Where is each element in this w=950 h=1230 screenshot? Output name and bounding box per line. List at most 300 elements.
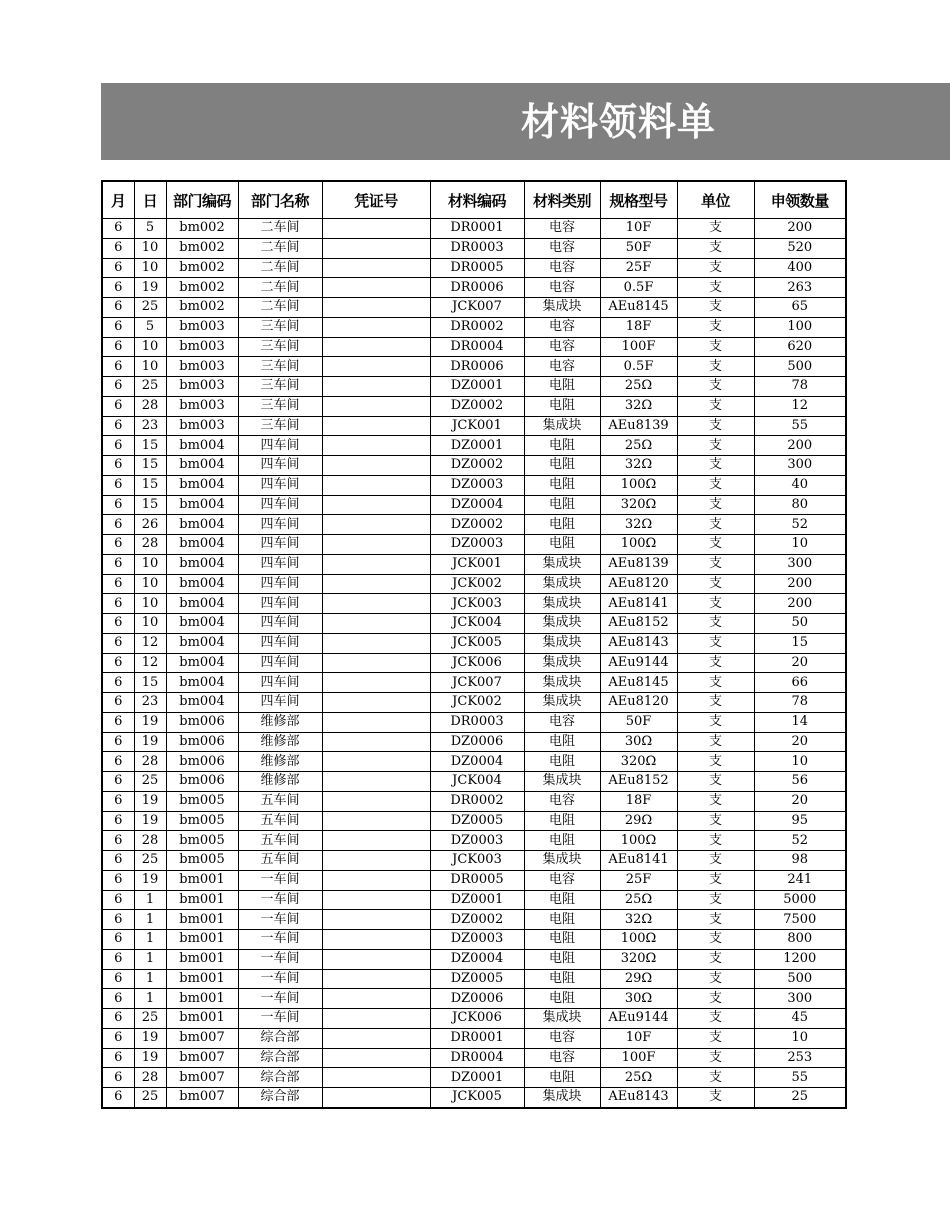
month-cell[interactable]: 6: [102, 614, 134, 634]
unit-cell[interactable]: 支: [677, 831, 754, 851]
dept-name-cell[interactable]: 四车间: [238, 574, 322, 594]
dept-name-cell[interactable]: 二车间: [238, 278, 322, 298]
material-type-cell[interactable]: 集成块: [524, 693, 600, 713]
voucher-no-cell[interactable]: [322, 969, 430, 989]
spec-model-cell[interactable]: 0.5F: [600, 278, 677, 298]
unit-cell[interactable]: 支: [677, 851, 754, 871]
material-code-cell[interactable]: DZ0005: [430, 969, 524, 989]
quantity-cell[interactable]: 52: [754, 831, 846, 851]
day-cell[interactable]: 1: [134, 930, 166, 950]
spec-model-cell[interactable]: 18F: [600, 317, 677, 337]
material-code-cell[interactable]: DZ0003: [430, 930, 524, 950]
month-cell[interactable]: 6: [102, 969, 134, 989]
month-cell[interactable]: 6: [102, 298, 134, 318]
dept-code-cell[interactable]: bm006: [166, 752, 238, 772]
dept-name-cell[interactable]: 四车间: [238, 653, 322, 673]
dept-code-cell[interactable]: bm001: [166, 910, 238, 930]
quantity-cell[interactable]: 45: [754, 1009, 846, 1029]
quantity-cell[interactable]: 20: [754, 653, 846, 673]
day-cell[interactable]: 15: [134, 673, 166, 693]
unit-cell[interactable]: 支: [677, 791, 754, 811]
quantity-cell[interactable]: 10: [754, 752, 846, 772]
month-cell[interactable]: 6: [102, 337, 134, 357]
spec-model-cell[interactable]: 32Ω: [600, 456, 677, 476]
spec-model-cell[interactable]: AEu8143: [600, 1088, 677, 1108]
dept-code-cell[interactable]: bm004: [166, 475, 238, 495]
quantity-cell[interactable]: 10: [754, 1028, 846, 1048]
dept-name-cell[interactable]: 维修部: [238, 772, 322, 792]
unit-cell[interactable]: 支: [677, 238, 754, 258]
voucher-no-cell[interactable]: [322, 535, 430, 555]
day-cell[interactable]: 25: [134, 1009, 166, 1029]
material-code-cell[interactable]: JCK007: [430, 298, 524, 318]
material-type-cell[interactable]: 电容: [524, 1048, 600, 1068]
col-header-day[interactable]: 日: [134, 181, 166, 219]
month-cell[interactable]: 6: [102, 949, 134, 969]
material-type-cell[interactable]: 电阻: [524, 535, 600, 555]
day-cell[interactable]: 25: [134, 298, 166, 318]
unit-cell[interactable]: 支: [677, 633, 754, 653]
voucher-no-cell[interactable]: [322, 791, 430, 811]
material-code-cell[interactable]: DR0003: [430, 238, 524, 258]
material-type-cell[interactable]: 电容: [524, 712, 600, 732]
voucher-no-cell[interactable]: [322, 377, 430, 397]
voucher-no-cell[interactable]: [322, 1009, 430, 1029]
quantity-cell[interactable]: 80: [754, 495, 846, 515]
voucher-no-cell[interactable]: [322, 1068, 430, 1088]
unit-cell[interactable]: 支: [677, 930, 754, 950]
material-type-cell[interactable]: 电容: [524, 219, 600, 239]
day-cell[interactable]: 10: [134, 574, 166, 594]
spec-model-cell[interactable]: 100Ω: [600, 831, 677, 851]
material-code-cell[interactable]: DR0001: [430, 219, 524, 239]
voucher-no-cell[interactable]: [322, 831, 430, 851]
spec-model-cell[interactable]: 100F: [600, 337, 677, 357]
voucher-no-cell[interactable]: [322, 238, 430, 258]
unit-cell[interactable]: 支: [677, 969, 754, 989]
quantity-cell[interactable]: 200: [754, 219, 846, 239]
voucher-no-cell[interactable]: [322, 515, 430, 535]
day-cell[interactable]: 10: [134, 614, 166, 634]
quantity-cell[interactable]: 620: [754, 337, 846, 357]
material-type-cell[interactable]: 电阻: [524, 377, 600, 397]
unit-cell[interactable]: 支: [677, 811, 754, 831]
day-cell[interactable]: 28: [134, 831, 166, 851]
material-type-cell[interactable]: 电阻: [524, 752, 600, 772]
material-code-cell[interactable]: DR0003: [430, 712, 524, 732]
dept-name-cell[interactable]: 四车间: [238, 614, 322, 634]
material-code-cell[interactable]: DR0005: [430, 258, 524, 278]
dept-name-cell[interactable]: 二车间: [238, 238, 322, 258]
quantity-cell[interactable]: 500: [754, 357, 846, 377]
spec-model-cell[interactable]: AEu9144: [600, 653, 677, 673]
spec-model-cell[interactable]: 32Ω: [600, 910, 677, 930]
quantity-cell[interactable]: 263: [754, 278, 846, 298]
col-header-dept-name[interactable]: 部门名称: [238, 181, 322, 219]
material-code-cell[interactable]: DZ0002: [430, 456, 524, 476]
material-type-cell[interactable]: 集成块: [524, 594, 600, 614]
spec-model-cell[interactable]: AEu9144: [600, 1009, 677, 1029]
material-type-cell[interactable]: 电阻: [524, 396, 600, 416]
material-type-cell[interactable]: 集成块: [524, 614, 600, 634]
dept-code-cell[interactable]: bm004: [166, 614, 238, 634]
material-code-cell[interactable]: DR0006: [430, 357, 524, 377]
month-cell[interactable]: 6: [102, 989, 134, 1009]
spec-model-cell[interactable]: AEu8120: [600, 574, 677, 594]
dept-code-cell[interactable]: bm002: [166, 219, 238, 239]
dept-code-cell[interactable]: bm007: [166, 1088, 238, 1108]
month-cell[interactable]: 6: [102, 752, 134, 772]
month-cell[interactable]: 6: [102, 535, 134, 555]
quantity-cell[interactable]: 12: [754, 396, 846, 416]
dept-name-cell[interactable]: 四车间: [238, 515, 322, 535]
spec-model-cell[interactable]: AEu8141: [600, 851, 677, 871]
quantity-cell[interactable]: 1200: [754, 949, 846, 969]
spec-model-cell[interactable]: 29Ω: [600, 969, 677, 989]
material-type-cell[interactable]: 电容: [524, 337, 600, 357]
spec-model-cell[interactable]: 100Ω: [600, 535, 677, 555]
day-cell[interactable]: 15: [134, 475, 166, 495]
unit-cell[interactable]: 支: [677, 732, 754, 752]
voucher-no-cell[interactable]: [322, 712, 430, 732]
material-code-cell[interactable]: DR0004: [430, 337, 524, 357]
material-code-cell[interactable]: DR0006: [430, 278, 524, 298]
day-cell[interactable]: 23: [134, 416, 166, 436]
material-type-cell[interactable]: 电阻: [524, 930, 600, 950]
day-cell[interactable]: 19: [134, 712, 166, 732]
dept-name-cell[interactable]: 三车间: [238, 357, 322, 377]
dept-code-cell[interactable]: bm001: [166, 870, 238, 890]
material-code-cell[interactable]: DZ0003: [430, 535, 524, 555]
spec-model-cell[interactable]: 25F: [600, 870, 677, 890]
quantity-cell[interactable]: 55: [754, 1068, 846, 1088]
month-cell[interactable]: 6: [102, 732, 134, 752]
dept-code-cell[interactable]: bm002: [166, 278, 238, 298]
col-header-month[interactable]: 月: [102, 181, 134, 219]
month-cell[interactable]: 6: [102, 831, 134, 851]
voucher-no-cell[interactable]: [322, 495, 430, 515]
quantity-cell[interactable]: 10: [754, 535, 846, 555]
spec-model-cell[interactable]: AEu8145: [600, 298, 677, 318]
col-header-quantity[interactable]: 申领数量: [754, 181, 846, 219]
voucher-no-cell[interactable]: [322, 298, 430, 318]
voucher-no-cell[interactable]: [322, 258, 430, 278]
dept-code-cell[interactable]: bm005: [166, 811, 238, 831]
month-cell[interactable]: 6: [102, 554, 134, 574]
spec-model-cell[interactable]: 25Ω: [600, 436, 677, 456]
spec-model-cell[interactable]: 10F: [600, 1028, 677, 1048]
unit-cell[interactable]: 支: [677, 653, 754, 673]
dept-code-cell[interactable]: bm007: [166, 1068, 238, 1088]
dept-name-cell[interactable]: 三车间: [238, 337, 322, 357]
dept-code-cell[interactable]: bm007: [166, 1028, 238, 1048]
voucher-no-cell[interactable]: [322, 811, 430, 831]
quantity-cell[interactable]: 5000: [754, 890, 846, 910]
day-cell[interactable]: 25: [134, 377, 166, 397]
material-code-cell[interactable]: JCK001: [430, 416, 524, 436]
month-cell[interactable]: 6: [102, 910, 134, 930]
material-code-cell[interactable]: DZ0004: [430, 949, 524, 969]
material-type-cell[interactable]: 电阻: [524, 495, 600, 515]
material-type-cell[interactable]: 电容: [524, 357, 600, 377]
quantity-cell[interactable]: 300: [754, 554, 846, 574]
dept-code-cell[interactable]: bm003: [166, 416, 238, 436]
material-type-cell[interactable]: 电容: [524, 1028, 600, 1048]
dept-code-cell[interactable]: bm003: [166, 357, 238, 377]
unit-cell[interactable]: 支: [677, 693, 754, 713]
unit-cell[interactable]: 支: [677, 535, 754, 555]
day-cell[interactable]: 25: [134, 772, 166, 792]
dept-name-cell[interactable]: 三车间: [238, 396, 322, 416]
material-code-cell[interactable]: DZ0002: [430, 910, 524, 930]
day-cell[interactable]: 1: [134, 989, 166, 1009]
voucher-no-cell[interactable]: [322, 317, 430, 337]
dept-code-cell[interactable]: bm006: [166, 732, 238, 752]
material-type-cell[interactable]: 电容: [524, 317, 600, 337]
month-cell[interactable]: 6: [102, 278, 134, 298]
voucher-no-cell[interactable]: [322, 278, 430, 298]
material-code-cell[interactable]: DZ0001: [430, 436, 524, 456]
dept-code-cell[interactable]: bm005: [166, 851, 238, 871]
material-code-cell[interactable]: JCK004: [430, 772, 524, 792]
month-cell[interactable]: 6: [102, 317, 134, 337]
spec-model-cell[interactable]: 0.5F: [600, 357, 677, 377]
material-type-cell[interactable]: 电阻: [524, 475, 600, 495]
material-type-cell[interactable]: 电阻: [524, 969, 600, 989]
day-cell[interactable]: 19: [134, 870, 166, 890]
material-code-cell[interactable]: JCK005: [430, 633, 524, 653]
quantity-cell[interactable]: 14: [754, 712, 846, 732]
voucher-no-cell[interactable]: [322, 851, 430, 871]
day-cell[interactable]: 15: [134, 495, 166, 515]
month-cell[interactable]: 6: [102, 456, 134, 476]
material-type-cell[interactable]: 集成块: [524, 574, 600, 594]
dept-code-cell[interactable]: bm002: [166, 298, 238, 318]
material-type-cell[interactable]: 电阻: [524, 456, 600, 476]
voucher-no-cell[interactable]: [322, 1028, 430, 1048]
unit-cell[interactable]: 支: [677, 456, 754, 476]
voucher-no-cell[interactable]: [322, 870, 430, 890]
dept-code-cell[interactable]: bm001: [166, 1009, 238, 1029]
dept-code-cell[interactable]: bm004: [166, 693, 238, 713]
dept-name-cell[interactable]: 二车间: [238, 298, 322, 318]
spec-model-cell[interactable]: 320Ω: [600, 949, 677, 969]
col-header-dept-code[interactable]: 部门编码: [166, 181, 238, 219]
spec-model-cell[interactable]: 30Ω: [600, 732, 677, 752]
unit-cell[interactable]: 支: [677, 515, 754, 535]
dept-code-cell[interactable]: bm006: [166, 772, 238, 792]
dept-code-cell[interactable]: bm007: [166, 1048, 238, 1068]
quantity-cell[interactable]: 200: [754, 436, 846, 456]
unit-cell[interactable]: 支: [677, 1048, 754, 1068]
dept-code-cell[interactable]: bm003: [166, 377, 238, 397]
spec-model-cell[interactable]: 25Ω: [600, 1068, 677, 1088]
dept-code-cell[interactable]: bm004: [166, 574, 238, 594]
voucher-no-cell[interactable]: [322, 416, 430, 436]
quantity-cell[interactable]: 7500: [754, 910, 846, 930]
material-type-cell[interactable]: 集成块: [524, 298, 600, 318]
spec-model-cell[interactable]: AEu8152: [600, 772, 677, 792]
material-code-cell[interactable]: DR0002: [430, 791, 524, 811]
day-cell[interactable]: 23: [134, 693, 166, 713]
spec-model-cell[interactable]: AEu8120: [600, 693, 677, 713]
day-cell[interactable]: 28: [134, 396, 166, 416]
month-cell[interactable]: 6: [102, 475, 134, 495]
dept-code-cell[interactable]: bm002: [166, 258, 238, 278]
dept-name-cell[interactable]: 一车间: [238, 910, 322, 930]
dept-code-cell[interactable]: bm004: [166, 495, 238, 515]
month-cell[interactable]: 6: [102, 890, 134, 910]
unit-cell[interactable]: 支: [677, 890, 754, 910]
voucher-no-cell[interactable]: [322, 752, 430, 772]
dept-name-cell[interactable]: 四车间: [238, 495, 322, 515]
month-cell[interactable]: 6: [102, 238, 134, 258]
day-cell[interactable]: 25: [134, 851, 166, 871]
unit-cell[interactable]: 支: [677, 258, 754, 278]
unit-cell[interactable]: 支: [677, 377, 754, 397]
dept-name-cell[interactable]: 四车间: [238, 693, 322, 713]
voucher-no-cell[interactable]: [322, 574, 430, 594]
unit-cell[interactable]: 支: [677, 357, 754, 377]
material-type-cell[interactable]: 集成块: [524, 1088, 600, 1108]
dept-code-cell[interactable]: bm005: [166, 831, 238, 851]
quantity-cell[interactable]: 78: [754, 377, 846, 397]
quantity-cell[interactable]: 20: [754, 732, 846, 752]
dept-code-cell[interactable]: bm004: [166, 594, 238, 614]
col-header-spec-model[interactable]: 规格型号: [600, 181, 677, 219]
quantity-cell[interactable]: 15: [754, 633, 846, 653]
dept-code-cell[interactable]: bm001: [166, 969, 238, 989]
dept-name-cell[interactable]: 综合部: [238, 1068, 322, 1088]
unit-cell[interactable]: 支: [677, 910, 754, 930]
day-cell[interactable]: 1: [134, 969, 166, 989]
quantity-cell[interactable]: 65: [754, 298, 846, 318]
unit-cell[interactable]: 支: [677, 870, 754, 890]
quantity-cell[interactable]: 50: [754, 614, 846, 634]
month-cell[interactable]: 6: [102, 515, 134, 535]
dept-name-cell[interactable]: 一车间: [238, 890, 322, 910]
voucher-no-cell[interactable]: [322, 594, 430, 614]
quantity-cell[interactable]: 55: [754, 416, 846, 436]
dept-code-cell[interactable]: bm004: [166, 456, 238, 476]
material-type-cell[interactable]: 集成块: [524, 554, 600, 574]
unit-cell[interactable]: 支: [677, 1009, 754, 1029]
quantity-cell[interactable]: 66: [754, 673, 846, 693]
quantity-cell[interactable]: 400: [754, 258, 846, 278]
dept-code-cell[interactable]: bm004: [166, 673, 238, 693]
material-type-cell[interactable]: 电阻: [524, 515, 600, 535]
unit-cell[interactable]: 支: [677, 495, 754, 515]
spec-model-cell[interactable]: 32Ω: [600, 515, 677, 535]
month-cell[interactable]: 6: [102, 811, 134, 831]
col-header-material-code[interactable]: 材料编码: [430, 181, 524, 219]
month-cell[interactable]: 6: [102, 495, 134, 515]
unit-cell[interactable]: 支: [677, 772, 754, 792]
material-code-cell[interactable]: JCK003: [430, 594, 524, 614]
dept-name-cell[interactable]: 二车间: [238, 258, 322, 278]
col-header-voucher-no[interactable]: 凭证号: [322, 181, 430, 219]
col-header-unit[interactable]: 单位: [677, 181, 754, 219]
dept-name-cell[interactable]: 一车间: [238, 949, 322, 969]
dept-code-cell[interactable]: bm003: [166, 317, 238, 337]
material-code-cell[interactable]: DZ0003: [430, 831, 524, 851]
voucher-no-cell[interactable]: [322, 949, 430, 969]
spec-model-cell[interactable]: AEu8152: [600, 614, 677, 634]
day-cell[interactable]: 26: [134, 515, 166, 535]
material-code-cell[interactable]: DR0005: [430, 870, 524, 890]
quantity-cell[interactable]: 52: [754, 515, 846, 535]
unit-cell[interactable]: 支: [677, 298, 754, 318]
day-cell[interactable]: 28: [134, 535, 166, 555]
dept-code-cell[interactable]: bm005: [166, 791, 238, 811]
dept-code-cell[interactable]: bm003: [166, 337, 238, 357]
unit-cell[interactable]: 支: [677, 614, 754, 634]
day-cell[interactable]: 15: [134, 456, 166, 476]
dept-code-cell[interactable]: bm004: [166, 535, 238, 555]
day-cell[interactable]: 15: [134, 436, 166, 456]
spec-model-cell[interactable]: 50F: [600, 238, 677, 258]
quantity-cell[interactable]: 78: [754, 693, 846, 713]
quantity-cell[interactable]: 98: [754, 851, 846, 871]
spec-model-cell[interactable]: 25Ω: [600, 377, 677, 397]
unit-cell[interactable]: 支: [677, 989, 754, 1009]
dept-name-cell[interactable]: 综合部: [238, 1048, 322, 1068]
voucher-no-cell[interactable]: [322, 633, 430, 653]
material-type-cell[interactable]: 电阻: [524, 831, 600, 851]
month-cell[interactable]: 6: [102, 870, 134, 890]
material-code-cell[interactable]: DZ0001: [430, 377, 524, 397]
quantity-cell[interactable]: 100: [754, 317, 846, 337]
dept-code-cell[interactable]: bm006: [166, 712, 238, 732]
material-type-cell[interactable]: 集成块: [524, 851, 600, 871]
day-cell[interactable]: 5: [134, 317, 166, 337]
spec-model-cell[interactable]: 29Ω: [600, 811, 677, 831]
dept-name-cell[interactable]: 四车间: [238, 436, 322, 456]
material-code-cell[interactable]: DZ0005: [430, 811, 524, 831]
material-type-cell[interactable]: 电阻: [524, 436, 600, 456]
spec-model-cell[interactable]: 320Ω: [600, 495, 677, 515]
quantity-cell[interactable]: 253: [754, 1048, 846, 1068]
dept-name-cell[interactable]: 四车间: [238, 633, 322, 653]
month-cell[interactable]: 6: [102, 673, 134, 693]
unit-cell[interactable]: 支: [677, 416, 754, 436]
month-cell[interactable]: 6: [102, 219, 134, 239]
unit-cell[interactable]: 支: [677, 219, 754, 239]
dept-name-cell[interactable]: 三车间: [238, 317, 322, 337]
day-cell[interactable]: 19: [134, 811, 166, 831]
dept-code-cell[interactable]: bm004: [166, 515, 238, 535]
unit-cell[interactable]: 支: [677, 673, 754, 693]
day-cell[interactable]: 10: [134, 238, 166, 258]
dept-code-cell[interactable]: bm004: [166, 436, 238, 456]
material-type-cell[interactable]: 电阻: [524, 890, 600, 910]
month-cell[interactable]: 6: [102, 772, 134, 792]
quantity-cell[interactable]: 500: [754, 969, 846, 989]
material-code-cell[interactable]: JCK004: [430, 614, 524, 634]
voucher-no-cell[interactable]: [322, 219, 430, 239]
voucher-no-cell[interactable]: [322, 396, 430, 416]
material-code-cell[interactable]: JCK003: [430, 851, 524, 871]
spec-model-cell[interactable]: 10F: [600, 219, 677, 239]
dept-name-cell[interactable]: 四车间: [238, 535, 322, 555]
material-code-cell[interactable]: DZ0004: [430, 495, 524, 515]
dept-name-cell[interactable]: 一车间: [238, 870, 322, 890]
quantity-cell[interactable]: 40: [754, 475, 846, 495]
material-code-cell[interactable]: DZ0002: [430, 396, 524, 416]
material-type-cell[interactable]: 集成块: [524, 772, 600, 792]
month-cell[interactable]: 6: [102, 396, 134, 416]
day-cell[interactable]: 10: [134, 258, 166, 278]
